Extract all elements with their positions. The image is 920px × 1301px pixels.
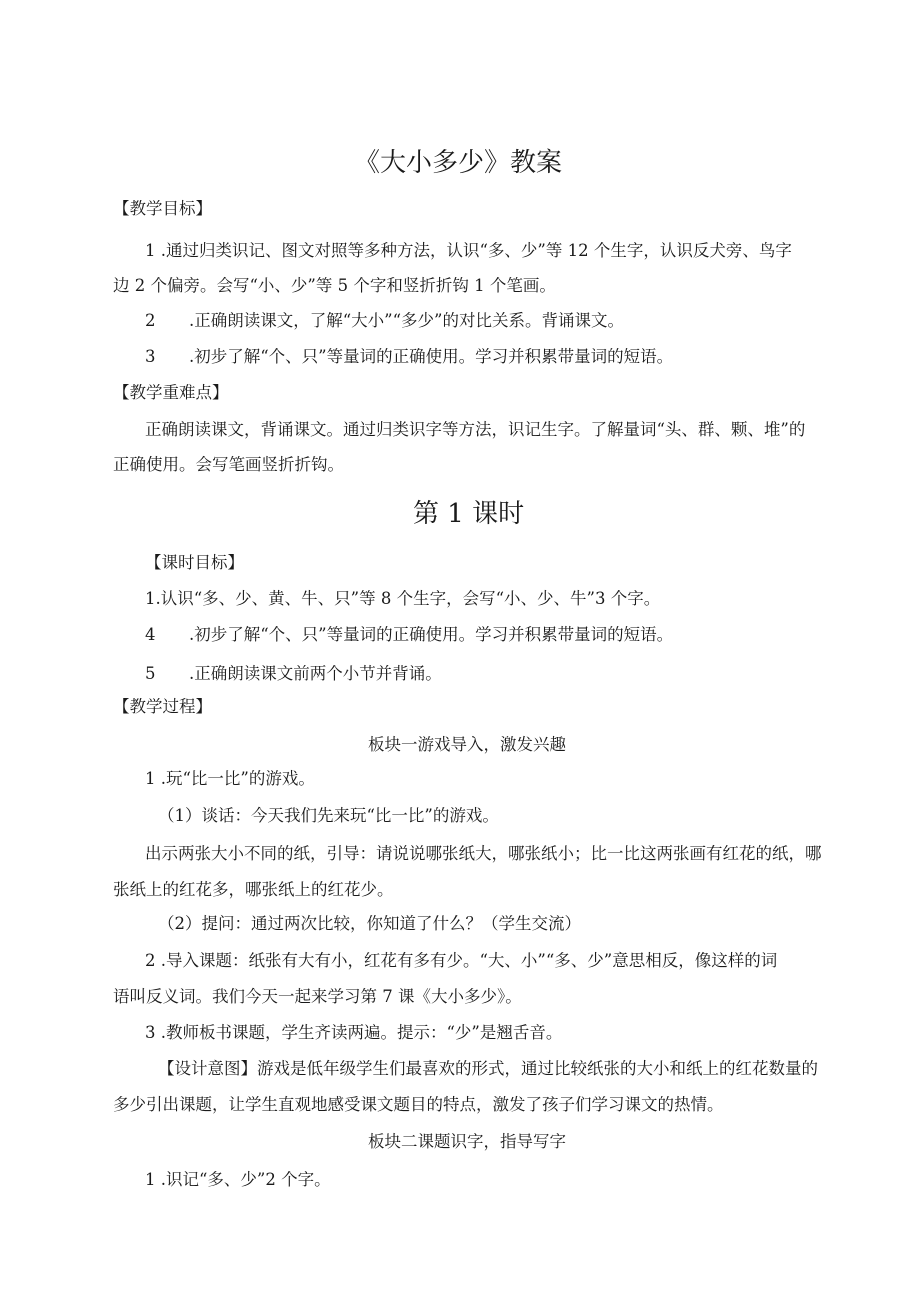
step-2-line-2: 语叫反义词。我们今天一起来学习第 7 课《大小多少》。 [113, 987, 522, 1006]
design-intent-line-2: 多少引出课题，让学生直观地感受课文题目的特点，激发了孩子们学习课文的热情。 [113, 1095, 724, 1114]
step-1: 1 .玩“比一比”的游戏。 [145, 769, 315, 788]
lesson-goal-5-text: .正确朗读课文前两个小节并背诵。 [189, 664, 442, 683]
document-title: 《大小多少》教案 [354, 148, 563, 178]
goal-3-number: 3 [145, 347, 156, 366]
goal-1-line-1: 1 .通过归类识记、图文对照等多种方法，认识“多、少”等 12 个生字，认识反犬旁、鸟字 [145, 241, 792, 260]
goal-3-text: .初步了解“个、只”等量词的正确使用。学习并积累带量词的短语。 [189, 347, 674, 366]
goal-2-number: 2 [145, 311, 156, 330]
goal-1-line-2: 边 2 个偏旁。会写“小、少”等 5 个字和竖折折钩 1 个笔画。 [113, 276, 556, 295]
design-intent-line-1: 【设计意图】游戏是低年级学生们最喜欢的形式，通过比较纸张的大小和纸上的红花数量的 [158, 1059, 818, 1078]
step-1-1: （1）谈话：今天我们先来玩“比一比”的游戏。 [158, 806, 499, 825]
lesson-goal-1: 1.认识“多、少、黄、牛、只”等 8 个生字，会写“小、少、牛”3 个字。 [145, 589, 661, 608]
goal-3 [145, 346, 673, 368]
goal-2-text: .正确朗读课文，了解“大小”“多少”的对比关系。背诵课文。 [189, 311, 624, 330]
step-1-desc-line-2: 张纸上的红花多，哪张纸上的红花少。 [113, 880, 394, 899]
lesson-goal-4 [145, 624, 673, 646]
lesson-title: 第 1 课时 [413, 499, 525, 529]
section-heading-keypoints: 【教学重难点】 [113, 383, 229, 402]
section-heading-goals: 【教学目标】 [113, 199, 212, 218]
section-heading-lesson-goals: 【课时目标】 [145, 553, 244, 572]
lesson-goal-4-number: 4 [145, 625, 156, 644]
keypoints-line-2: 正确使用。会写笔画竖折折钩。 [113, 455, 344, 474]
goal-2 [145, 310, 624, 332]
block-1-title: 板块一游戏导入，激发兴趣 [368, 735, 566, 754]
keypoints-line-1: 正确朗读课文，背诵课文。通过归类识字等方法，识记生字。了解量词“头、群、颗、堆”的 [145, 420, 806, 439]
block-2-step-1: 1 .识记“多、少”2 个字。 [145, 1170, 331, 1189]
block-2-title: 板块二课题识字，指导写字 [368, 1132, 566, 1151]
step-2-line-1: 2 .导入课题：纸张有大有小，红花有多有少。“大、小”“多、少”意思相反，像这样的词 [145, 951, 778, 970]
step-1-desc-line-1: 出示两张大小不同的纸，引导：请说说哪张纸大，哪张纸小；比一比这两张画有红花的纸，哪 [145, 844, 822, 863]
section-heading-process: 【教学过程】 [113, 697, 212, 716]
lesson-goal-5 [145, 663, 442, 685]
step-3: 3 .教师板书课题，学生齐读两遍。提示：“少”是翘舌音。 [145, 1023, 563, 1042]
step-1-2: （2）提问：通过两次比较，你知道了什么？（学生交流） [158, 914, 581, 933]
lesson-goal-5-number: 5 [145, 664, 156, 683]
lesson-goal-4-text: .初步了解“个、只”等量词的正确使用。学习并积累带量词的短语。 [189, 625, 674, 644]
